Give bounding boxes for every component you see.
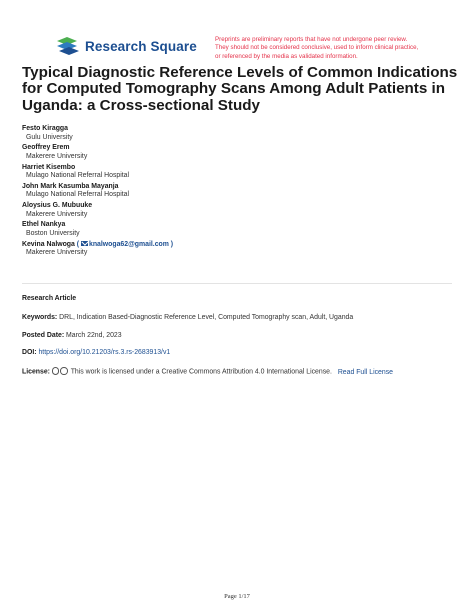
page-number: Page 1/17: [224, 593, 250, 600]
doi-label: DOI:: [22, 349, 37, 356]
posted-date-label: Posted Date:: [22, 332, 65, 339]
section-divider: [22, 283, 452, 284]
keywords-value: DRL, Indication Based-Diagnostic Reference Level, Computed Tomography scan, Adult, Uganda: [59, 314, 354, 321]
author-list: [22, 125, 173, 260]
author-entry: [22, 164, 173, 181]
author-name: Festo Kiragga: [22, 125, 68, 132]
author-affiliation: Mulago National Referral Hospital: [26, 191, 130, 199]
creative-commons-icon: [52, 367, 60, 375]
notice-line: or referenced by the media as validated information.: [215, 52, 358, 60]
author-affiliation: Makerere University: [26, 152, 88, 160]
author-entry: [22, 125, 173, 142]
author-affiliation: Mulago National Referral Hospital: [26, 172, 130, 180]
keywords-label: Keywords:: [22, 314, 58, 321]
keywords-line: [22, 314, 353, 321]
author-entry: [22, 183, 173, 200]
paper-title: Typical Diagnostic Reference Levels of Common Indications for Computed Tomography Scans Among Adult Patients in Uganda: a Cross-sectional Study: [22, 64, 458, 114]
license-label: License:: [22, 368, 50, 376]
author-affiliation: Makerere University: [26, 210, 88, 218]
author-entry: [22, 144, 173, 161]
article-type-value: Research Article: [22, 295, 77, 302]
author-entry: [22, 221, 173, 238]
article-type: [22, 295, 76, 302]
author-name: Aloysius G. Mubuuke: [22, 202, 93, 210]
author-name: Kevina Nalwoga: [22, 240, 75, 248]
attribution-icon: [60, 367, 68, 375]
author-affiliation: Makerere University: [26, 249, 88, 257]
author-name: Ethel Nankya: [22, 221, 66, 229]
author-entry: [22, 241, 173, 258]
notice-line: Preprints are preliminary reports that have not undergone peer review.: [215, 36, 408, 43]
author-affiliation: Boston University: [26, 229, 80, 237]
posted-date-line: [22, 332, 122, 339]
posted-date-value: March 22nd, 2023: [66, 332, 122, 339]
doi-line: [22, 349, 170, 356]
notice-line: They should not be considered conclusive, used to inform clinical practice,: [215, 44, 419, 52]
author-affiliation: Gulu University: [26, 133, 73, 141]
preprint-notice: [215, 36, 455, 61]
envelope-icon: [81, 241, 88, 246]
logo-text: Research Square: [85, 38, 197, 54]
author-name: Harriet Kisembo: [22, 163, 76, 171]
email-link[interactable]: ( knalwoga62@gmail.com ): [76, 240, 174, 248]
author-name: John Mark Kasumba Mayanja: [22, 182, 119, 190]
research-square-logo-icon: [57, 37, 79, 55]
email-address[interactable]: knalwoga62@gmail.com: [89, 240, 169, 248]
author-name: Geoffrey Erem: [22, 144, 70, 152]
license-text: This work is licensed under a Creative Commons Attribution 4.0 International License.: [70, 368, 332, 376]
read-full-license-link[interactable]: Read Full License: [337, 368, 393, 376]
corresponding-author: [22, 241, 173, 250]
doi-link[interactable]: https://doi.org/10.21203/rs.3.rs-2683913/v1: [38, 349, 171, 356]
license-line: [22, 367, 393, 376]
research-square-logo[interactable]: [57, 37, 197, 55]
author-entry: [22, 202, 173, 219]
